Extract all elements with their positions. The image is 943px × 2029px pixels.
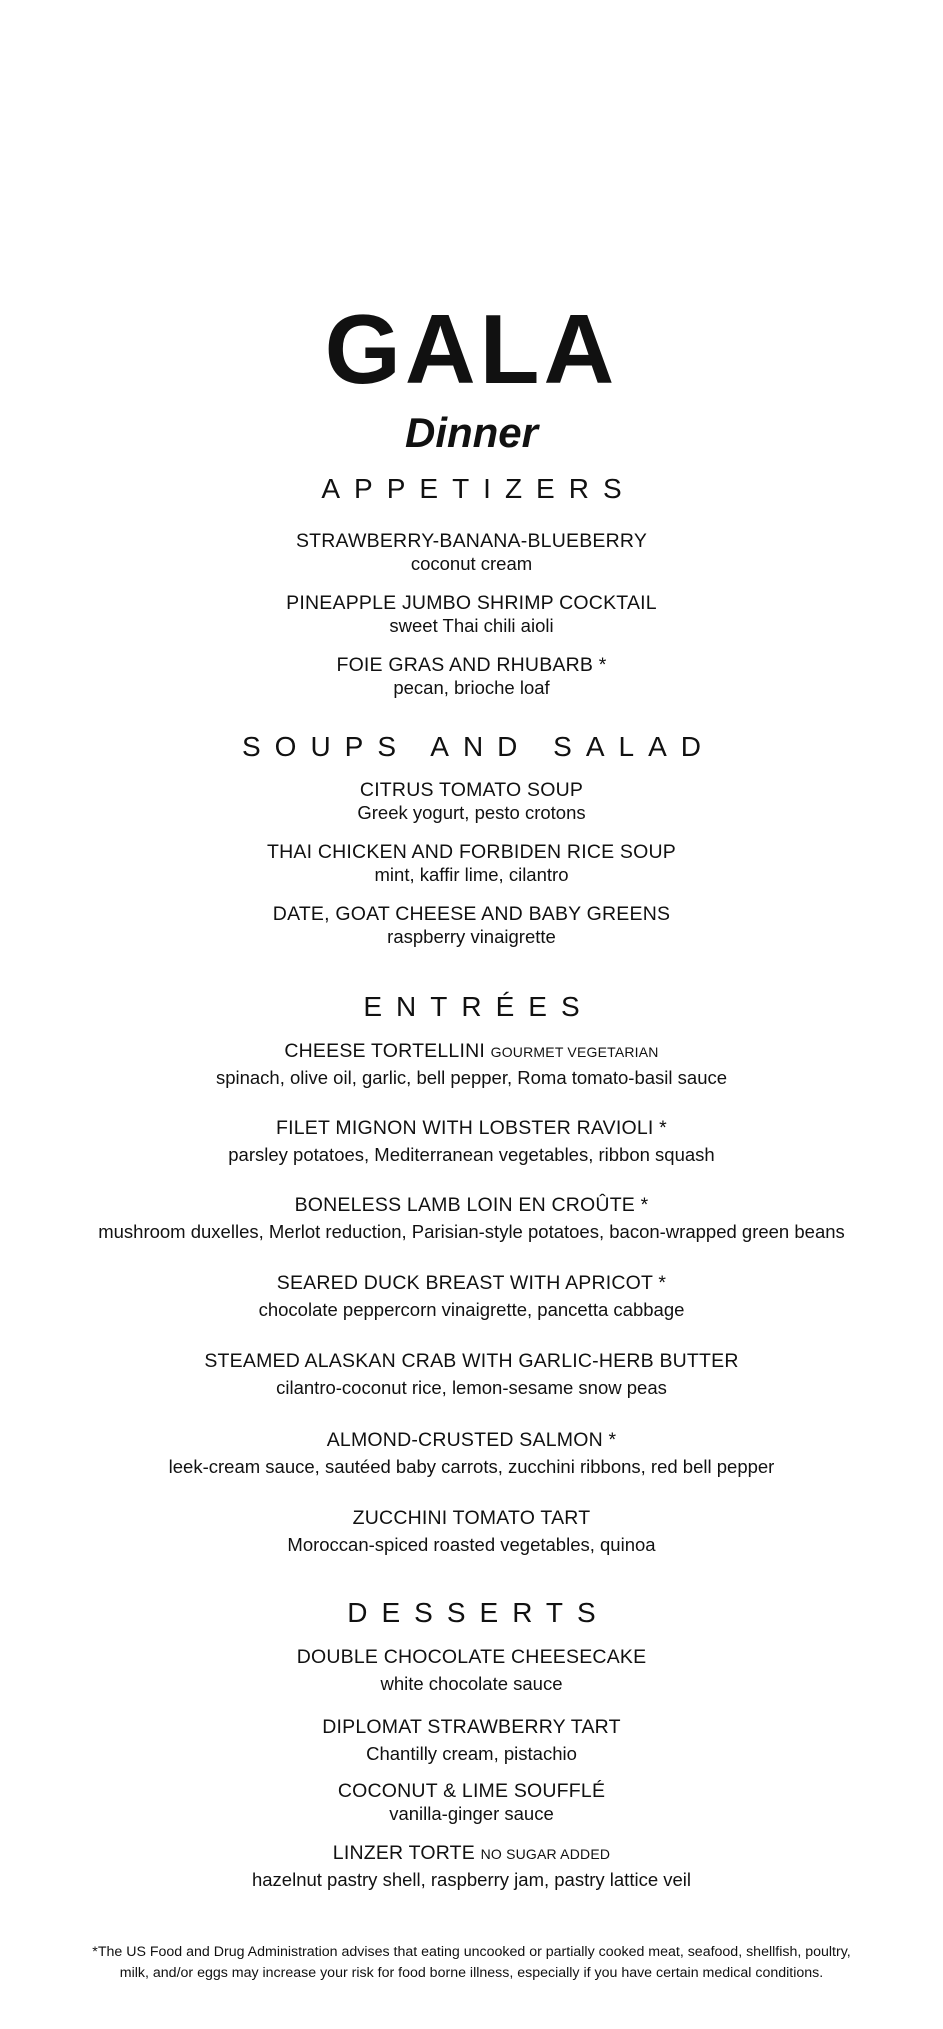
item-name: ZUCCHINI TOMATO TART: [352, 1507, 591, 1529]
section-heading-soups-and-salad: [0, 733, 943, 761]
menu-item: [0, 779, 943, 825]
item-tag: GOURMET VEGETARIAN: [490, 1044, 659, 1060]
menu-item: [0, 1780, 943, 1826]
section-heading-desserts: [0, 1599, 943, 1627]
item-description: spinach, olive oil, garlic, bell pepper, Roma tomato-basil sauce: [215, 1067, 728, 1089]
item-name: STEAMED ALASKAN CRAB WITH GARLIC-HERB BUTTER: [204, 1350, 739, 1372]
menu-item: [0, 903, 943, 949]
section-heading-label: DESSERTS: [347, 1597, 610, 1628]
item-description: white chocolate sauce: [380, 1673, 563, 1695]
section-heading-appetizers: [0, 475, 943, 503]
item-description: Greek yogurt, pesto crotons: [357, 802, 586, 824]
menu-item: [0, 592, 943, 638]
food-safety-disclaimer: [0, 1942, 943, 1983]
item-description: raspberry vinaigrette: [387, 926, 556, 948]
item-name: FILET MIGNON WITH LOBSTER RAVIOLI *: [276, 1117, 667, 1139]
item-name: STRAWBERRY-BANANA-BLUEBERRY: [295, 530, 648, 552]
item-description: mint, kaffir lime, cilantro: [374, 864, 569, 886]
menu-item: [0, 1716, 943, 1766]
menu-item: [0, 1272, 943, 1322]
item-description: parsley potatoes, Mediterranean vegetables, ribbon squash: [228, 1144, 715, 1166]
item-description: Chantilly cream, pistachio: [366, 1743, 577, 1765]
menu-item: [0, 1507, 943, 1557]
item-description: cilantro-coconut rice, lemon-sesame snow peas: [276, 1377, 667, 1399]
item-description: sweet Thai chili aioli: [389, 615, 554, 637]
item-name: CITRUS TOMATO SOUP: [359, 779, 584, 801]
disclaimer-line-2: milk, and/or eggs may increase your risk for food borne illness, especially if you have certain medical conditions.: [119, 1964, 824, 1981]
item-description: vanilla-ginger sauce: [389, 1803, 554, 1825]
item-name: [0, 1842, 943, 1865]
menu-subtitle: Dinner: [404, 409, 538, 456]
item-description: coconut cream: [410, 553, 533, 575]
item-name: ALMOND-CRUSTED SALMON *: [326, 1429, 617, 1451]
item-name: PINEAPPLE JUMBO SHRIMP COCKTAIL: [286, 592, 657, 614]
menu-item: [0, 1040, 943, 1090]
menu-item: [0, 1194, 943, 1244]
item-description: chocolate peppercorn vinaigrette, pancetta cabbage: [258, 1299, 685, 1321]
menu-item: [0, 1117, 943, 1167]
item-description: pecan, brioche loaf: [393, 677, 550, 699]
menu-item: [0, 1842, 943, 1892]
item-name: DATE, GOAT CHEESE AND BABY GREENS: [272, 903, 671, 925]
item-name: FOIE GRAS AND RHUBARB *: [336, 654, 607, 676]
item-name-text: CHEESE TORTELLINI: [284, 1040, 485, 1062]
menu-item: [0, 530, 943, 576]
menu-item: [0, 654, 943, 700]
item-name: SEARED DUCK BREAST WITH APRICOT *: [276, 1272, 667, 1294]
section-heading-label: SOUPS AND SALAD: [242, 731, 715, 762]
menu-title: GALA: [324, 294, 619, 404]
item-name: COCONUT & LIME SOUFFLÉ: [337, 1780, 606, 1802]
item-description: Moroccan-spiced roasted vegetables, quinoa: [287, 1534, 656, 1556]
section-heading-entrees: [0, 993, 943, 1021]
item-description: mushroom duxelles, Merlot reduction, Parisian-style potatoes, bacon-wrapped green beans: [98, 1221, 845, 1243]
item-name: BONELESS LAMB LOIN EN CROÛTE *: [294, 1194, 649, 1216]
menu-item: [0, 1646, 943, 1696]
menu-item: [0, 841, 943, 887]
item-name: DOUBLE CHOCOLATE CHEESECAKE: [296, 1646, 647, 1668]
item-description: leek-cream sauce, sautéed baby carrots, zucchini ribbons, red bell pepper: [168, 1456, 775, 1478]
section-heading-label: APPETIZERS: [321, 473, 636, 504]
item-name: [0, 1040, 943, 1063]
item-tag: NO SUGAR ADDED: [480, 1846, 611, 1862]
item-description: hazelnut pastry shell, raspberry jam, pastry lattice veil: [251, 1869, 692, 1891]
menu-item: [0, 1429, 943, 1479]
disclaimer-line-1: *The US Food and Drug Administration advises that eating uncooked or partially cooked meat, seafood, shellfish, poultry,: [92, 1944, 851, 1960]
section-heading-label: ENTRÉES: [363, 991, 594, 1022]
item-name: THAI CHICKEN AND FORBIDEN RICE SOUP: [267, 841, 676, 863]
item-name: DIPLOMAT STRAWBERRY TART: [322, 1716, 621, 1738]
menu-item: [0, 1350, 943, 1400]
item-name-text: LINZER TORTE: [332, 1842, 475, 1864]
